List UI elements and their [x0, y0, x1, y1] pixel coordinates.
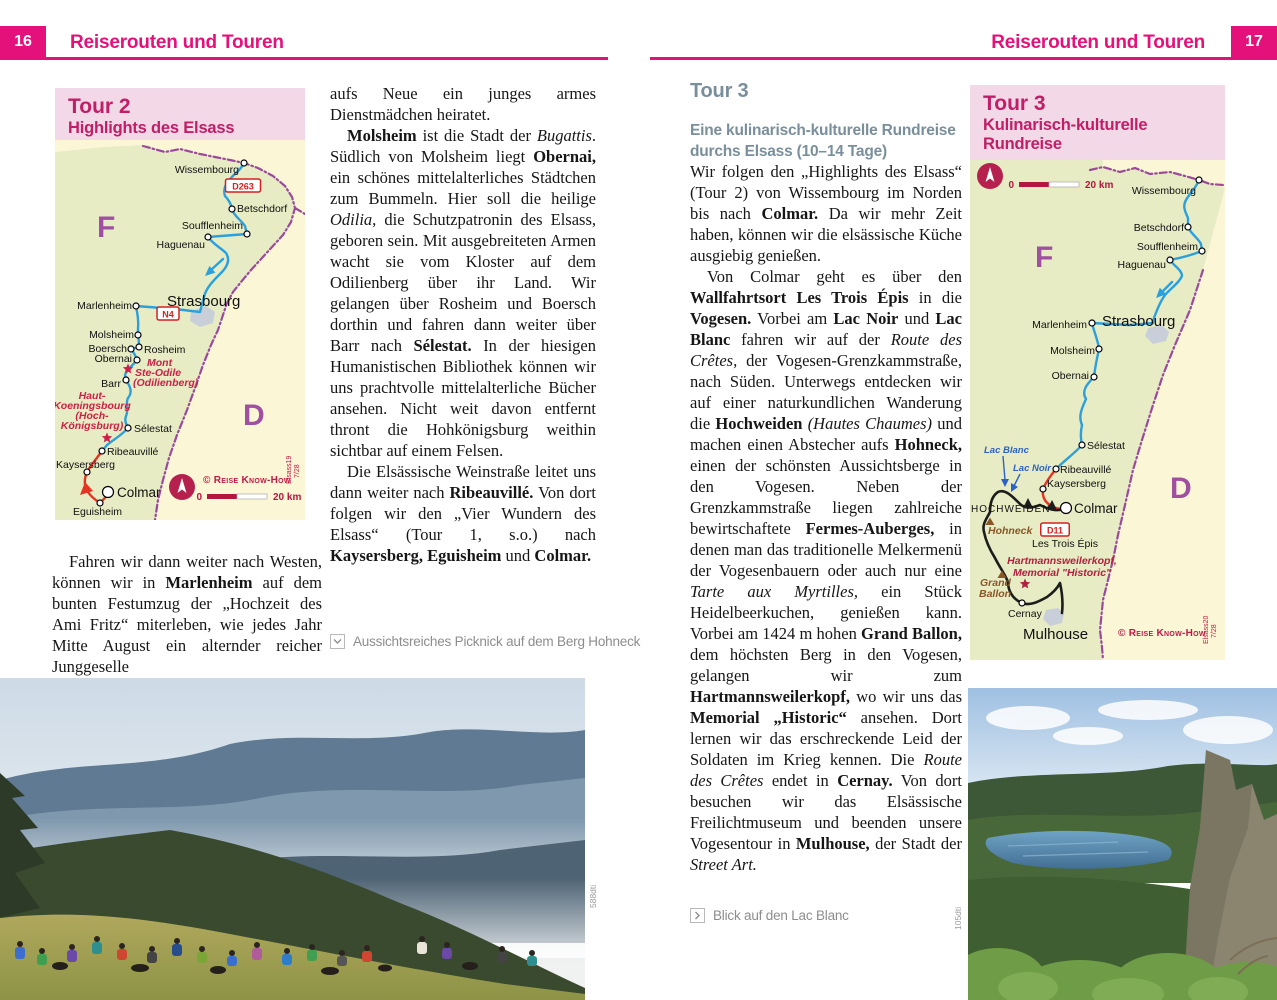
city-dot [1040, 486, 1046, 492]
road-shield-label: D11 [1046, 525, 1064, 536]
map-label: D [243, 399, 265, 432]
scale-zero: 0 [196, 492, 202, 503]
city-dot [1053, 466, 1059, 472]
map-label: Molsheim [1050, 345, 1095, 357]
road-shield-label: N4 [162, 309, 174, 320]
map-label: Ribeauvillé [1060, 464, 1112, 476]
map-label: Boersch [88, 343, 127, 355]
map-label: Ballon [979, 588, 1012, 600]
map-label: Cernay [1008, 608, 1042, 620]
map-label: Lac Noir [1013, 463, 1052, 474]
map-label: Ribeauvillé [107, 446, 159, 458]
city-dot [103, 487, 114, 498]
map-label: Wissembourg [174, 164, 239, 176]
tour3-box-header [970, 85, 1225, 160]
map-label: Hohneck [988, 525, 1033, 537]
map-label: Kaysersberg [1047, 478, 1106, 490]
scale-bar-light [237, 494, 267, 499]
map-label: Strasbourg [167, 293, 241, 310]
map-label: Kaysersberg [56, 459, 115, 471]
city-dot [125, 425, 131, 431]
map-label: Betschdorf [1133, 222, 1184, 234]
photo-caption-right-text: Blick auf den Lac Blanc [713, 908, 849, 923]
photo-hohneck-picnic [0, 678, 585, 1000]
city-dot [135, 332, 141, 338]
map-label: (Hoch- [75, 410, 109, 422]
right-column-text: aufs Neue ein junges armes Dienstmädchen heiratet. Molsheim ist die Stadt der Bugattis. Südlich von Molsheim liegt Obernai, ein schönes mittelalterliches Städtchen zum Bummeln. Hier soll die heilige Odilia, die Schutzpatronin des Elsass, geboren sein. Mit ausgebreiteten Armen wacht sie vom Kloster auf dem Odilienberg über ihr Land. Wir gelangen über Rosheim und Boersch dorthin und fahren dann weiter über Barr nach Sélestat. In der hiesigen Humanistischen Bibliothek können wir uns prachtvolle mittelalterliche Bücher ansehen. Nicht weit davon entfernt thront die Hohkönigsburg weithin sichtbar auf einem Felsen. Die Elsässische Weinstraße leitet uns dann weiter nach Ribeauvillé. Von dort folgen wir den „Vier Wundern des Elsass“ (Tour 1, s.o.) nach Kaysersberg, Eguisheim und Colmar. [330, 84, 596, 565]
map-label: Sélestat [134, 423, 172, 435]
city-dot [244, 231, 250, 237]
map-label: Obernai [94, 353, 132, 365]
header-rule-right [650, 57, 1277, 60]
city-dot [1079, 442, 1085, 448]
city-dot [1167, 257, 1173, 263]
map-label: 7/28 [294, 464, 301, 478]
map-label: Hartmannsweilerkopf, [1007, 555, 1117, 567]
map-label: 7/28 [1211, 624, 1218, 638]
city-dot [123, 377, 129, 383]
map-label: Rosheim [144, 344, 186, 356]
scale-bar-dark [207, 494, 237, 499]
map-label: © Reise Know-How [203, 475, 291, 486]
chevron-right-icon [690, 908, 705, 923]
map-label: Memorial "Historic" [1012, 567, 1112, 579]
scale-label: 20 km [1085, 180, 1114, 191]
city-dot [136, 344, 142, 350]
scale-bar-dark [1019, 182, 1049, 187]
map-label: D [1170, 472, 1192, 505]
tour3-heading: Tour 3 [690, 80, 749, 102]
map-label: F [1035, 241, 1054, 274]
map-label: © Reise Know-How [1118, 628, 1206, 639]
city-dot [99, 448, 105, 454]
map-label: Les Trois Épis [1032, 538, 1098, 550]
scale-label: 20 km [273, 492, 302, 503]
city-dot [133, 303, 139, 309]
city-dot [1089, 320, 1095, 326]
city-dot [241, 160, 247, 166]
city-dot [229, 206, 235, 212]
scale-zero: 0 [1008, 180, 1014, 191]
city-dot [134, 357, 140, 363]
city-dot [1185, 224, 1191, 230]
map-label: Marlenheim [77, 300, 132, 312]
map-label: F [97, 211, 116, 244]
photo-lac-blanc [968, 688, 1277, 1000]
chevron-down-icon [330, 634, 345, 649]
city-dot [1096, 346, 1102, 352]
map-label: Koeningsbourg [55, 400, 131, 412]
map-label: Colmar [1074, 501, 1118, 516]
map-label: Elsass20 [1203, 615, 1210, 644]
map-label: Colmar [117, 485, 161, 500]
map-label: Mont [147, 357, 173, 369]
photo-credit-right: 105dti [953, 906, 963, 930]
photo-caption-right [690, 908, 849, 923]
page-number-right: 17 [1231, 26, 1277, 57]
city-dot [205, 234, 211, 240]
map-label: Mulhouse [1023, 626, 1089, 643]
tour3-map-box [970, 85, 1225, 665]
map-label: Barr [101, 378, 121, 390]
tour2-box-subtitle: Highlights des Elsass [68, 119, 235, 137]
scale-bar-light [1049, 182, 1079, 187]
city-dot [1091, 374, 1097, 380]
map-label: Elsass19 [286, 455, 293, 484]
city-dot [1199, 248, 1205, 254]
page-title-left: Reiserouten und Touren [70, 32, 284, 53]
tour2-map [55, 140, 305, 520]
map-label: Soufflenheim [1136, 241, 1198, 253]
city-dot [1196, 177, 1202, 183]
tour3-map [970, 160, 1225, 660]
map-label: Grand [980, 577, 1011, 589]
map-label: Haguenau [1117, 259, 1166, 271]
map-label: Strasbourg [1102, 313, 1176, 330]
map-label: Molsheim [89, 329, 134, 341]
city-dot [1061, 503, 1072, 514]
page-number-left: 16 [0, 26, 46, 57]
page-title-right: Reiserouten und Touren [991, 32, 1205, 53]
map-label: Sélestat [1087, 440, 1125, 452]
map-label: (Odilienberg) [133, 377, 199, 389]
map-label: Obernai [1051, 370, 1089, 382]
tour2-box-header [55, 88, 305, 140]
city-dot [1019, 600, 1025, 606]
left-column-text: Fahren wir dann weiter nach Westen, können wir in Marlenheim auf dem bunten Festumzug der „Hochzeit des Ami Fritz“ miterleben, wie jedes Jahr Mitte August ein alternder reicher Junggeselle [52, 552, 322, 676]
photo-caption-left-text: Aussichtsreiches Picknick auf dem Berg Hohneck [353, 634, 641, 649]
map-label: Eguisheim [73, 506, 123, 518]
map-label: Wissembourg [1131, 185, 1196, 197]
tour2-box-title: Tour 2 [68, 95, 131, 118]
map-label: Ste-Odile [135, 367, 182, 379]
map-label: Haut- [78, 390, 106, 402]
tour2-map-box [55, 88, 305, 525]
map-label: Betschdorf [237, 203, 288, 215]
city-dot [128, 346, 134, 352]
photo-caption-left [330, 634, 640, 649]
map-label: Soufflenheim [181, 220, 243, 232]
tour3-body-text: Wir folgen den „Highlights des Elsass“ (Tour 2) von Wissembourg im Norden bis nach Colmar. Da wir mehr Zeit haben, können wir die elsässische Küche ausgiebig genießen. Von Colmar geht es über den Wallfahrtsort Les Trois Épis in die Vogesen. Vorbei am Lac Noir und Lac Blanc fahren wir auf der Route des Crêtes, der Vogesen-Grenzkammstraße, nach Süden. Unterwegs entdecken wir auf einer naturkundlichen Wanderung die Hochweiden (Hautes Chaumes) und machen einen Abstecher aufs Hohneck, einen der schönsten Aussichtsberge in den Vogesen. Neben der Grenzkammstraße liegen zahlreiche bewirtschaftete Fermes-Auberges, in denen man das traditionelle Melkermenü der Vogesenbauern oder auch nur eine Tarte aux Myrtilles, ein Stück Heidelbeerkuchen, genießen kann. Vorbei am 1424 m hohen Grand Ballon, dem höchsten Berg in den Vogesen, gelangen wir zum Hartmannsweilerkopf, wo wir uns das Memorial „Historic“ ansehen. Dort lernen wir das erschreckende Leid der Soldaten im Krieg kennen. Die Route des Crêtes endet in Cernay. Von dort besuchen wir das Elsässische Freilichtmuseum und beenden unsere Vogesentour in Mulhouse, der Stadt der Street Art. [690, 162, 963, 874]
map-label: Marlenheim [1032, 319, 1087, 331]
tour3-box-title: Tour 3 [983, 92, 1046, 115]
road-shield-label: D263 [232, 181, 254, 192]
header-rule-left [0, 57, 608, 60]
map-label: Lac Blanc [984, 445, 1029, 456]
map-label: Haguenau [156, 239, 205, 251]
tour3-box-subtitle: Kulinarisch-kulturelle Rundreise [983, 116, 1148, 153]
tour3-subtitle: Eine kulinarisch-kulturelle Rundreise durchs Elsass (10–14 Tage) [690, 122, 956, 160]
map-label: Königsburg) [60, 420, 124, 432]
photo-credit-left: 588dti [588, 884, 598, 908]
map-label: HOCHWEIDEN [971, 504, 1051, 515]
